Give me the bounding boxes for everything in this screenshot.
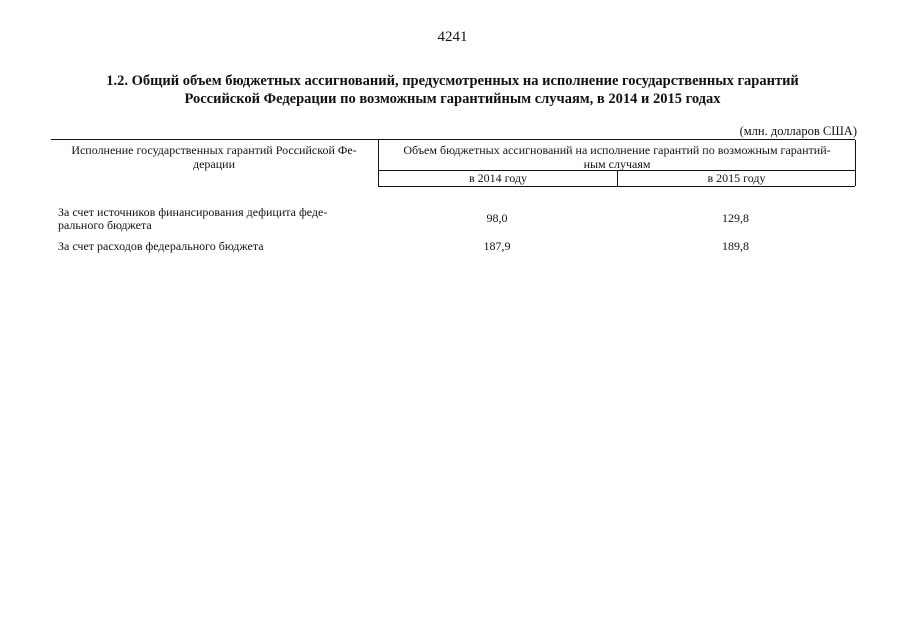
value-2015: 189,8: [722, 239, 749, 253]
table-right-border: [855, 140, 856, 186]
units-note: (млн. долларов США): [739, 124, 857, 138]
page-number: 4241: [437, 29, 468, 45]
row-label-line1: За счет источников финансирования дефицита феде-: [58, 205, 328, 219]
row-label-line2: рального бюджета: [58, 218, 152, 232]
header-volume-column: [381, 143, 853, 171]
row-label: [58, 206, 358, 232]
header-col1-line1: Исполнение государственных гарантий Российской Фе-: [71, 143, 357, 157]
subheader-2014: в 2014 году: [468, 171, 528, 185]
header-col2-line2: ным случаям: [583, 157, 651, 171]
table-header: [51, 139, 855, 186]
row-label-line1: За счет расходов федерального бюджета: [58, 239, 264, 253]
header-bottom-border: [378, 186, 855, 187]
value-2015: 129,8: [722, 211, 749, 225]
document-title: [40, 72, 865, 108]
header-guarantees-column: [53, 143, 375, 171]
title-line-1: 1.2. Общий объем бюджетных ассигнований, предусмотренных на исполнение государственных гарантий: [106, 73, 799, 89]
header-col1-line2: дерации: [192, 157, 236, 171]
title-line-2: Российской Федерации по возможным гарантийным случаям, в 2014 и 2015 годах: [184, 91, 721, 107]
subheader-2015: в 2015 году: [707, 171, 766, 185]
value-2014: 187,9: [483, 239, 511, 253]
header-col2-line1: Объем бюджетных ассигнований на исполнение гарантий по возможным гарантий-: [403, 143, 831, 157]
row-label: [58, 240, 358, 253]
value-2014: 98,0: [486, 211, 508, 225]
